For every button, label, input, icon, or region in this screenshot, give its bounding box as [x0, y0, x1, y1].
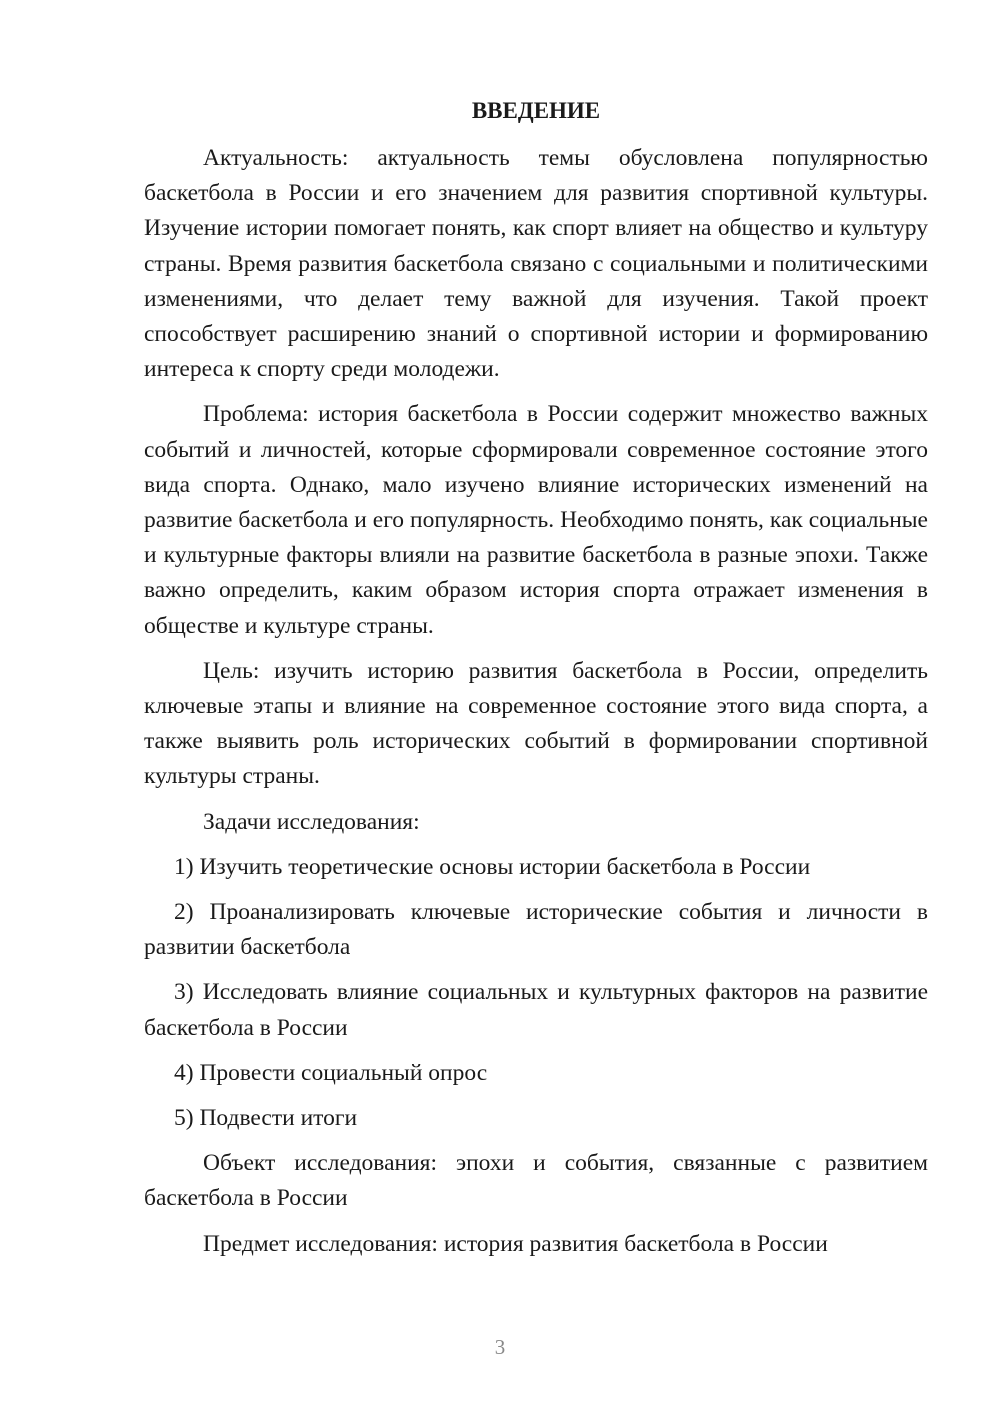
- task-item: 3) Исследовать влияние социальных и культурных факторов на развитие баскетбола в России: [144, 979, 928, 1041]
- section-heading: ВВЕДЕНИЕ: [471, 98, 601, 123]
- page-content: [144, 95, 928, 1272]
- tasks-title: Задачи исследования:: [203, 808, 420, 835]
- relevance-paragraph: Актуальность: актуальность темы обусловлена популярностью баскетбола в России и его значением для развития спортивной культуры. Изучение истории помогает понять, как спорт влияет на общество и культуру страны. Время развития баскетбола связано с социальными и политическими изменениями, что делает тему важной для изучения. Такой проект способствует расширению знаний о спортивной истории и формированию интереса к спорту среди молодежи.: [144, 145, 928, 383]
- subject-paragraph: Предмет исследования: история развития баскетбола в России: [203, 1230, 828, 1257]
- goal-paragraph: Цель: изучить историю развития баскетбола в России, определить ключевые этапы и влияние на современное состояние этого вида спорта, а также выявить роль исторических событий в формировании спортивной культуры страны.: [144, 657, 928, 790]
- task-item: 4) Провести социальный опрос: [174, 1059, 488, 1086]
- tasks-list: [144, 850, 928, 1136]
- task-item: 2) Проанализировать ключевые исторические события и личности в развитии баскетбола: [144, 899, 928, 961]
- page-number: 3: [494, 1335, 506, 1359]
- task-item: 5) Подвести итоги: [174, 1105, 358, 1132]
- problem-paragraph: Проблема: история баскетбола в России содержит множество важных событий и личностей, которые сформировали современное состояние этого вида спорта. Однако, мало изучено влияние исторических изменений на развитие баскетбола и его популярность. Необходимо понять, как социальные и культурные факторы влияли на развитие баскетбола в разные эпохи. Также важно определить, каким образом история спорта отражает изменения в обществе и культуре страны.: [144, 401, 928, 639]
- task-item: 1) Изучить теоретические основы истории баскетбола в России: [174, 853, 811, 880]
- object-paragraph: Объект исследования: эпохи и события, связанные с развитием баскетбола в России: [144, 1150, 928, 1212]
